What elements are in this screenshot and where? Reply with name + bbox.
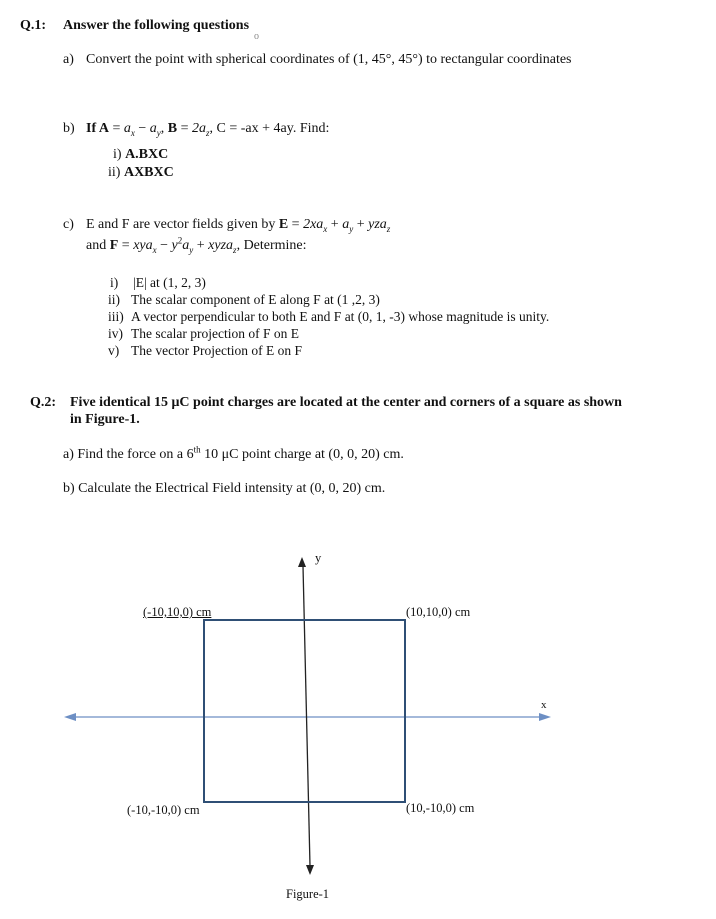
q1c-eq: = xyxy=(291,217,300,232)
x-axis-arrow-left xyxy=(64,713,76,721)
q1b-label: b) xyxy=(63,121,75,136)
q1b-eq-2: = xyxy=(180,121,189,136)
corner-label-top-left: (-10,10,0) cm xyxy=(143,605,212,619)
q2-title-line-2: in Figure-1. xyxy=(70,412,140,427)
q1b-comma-2: , xyxy=(209,121,214,136)
q1b-ii-text: AXBXC xyxy=(123,165,174,180)
q1c-e3: yza xyxy=(368,217,387,232)
figure-caption: Figure-1 xyxy=(286,887,330,901)
q2a-text: a) Find the force on a 6th 10 μC point charge at (0, 0, 20) cm. xyxy=(63,444,404,462)
corner-label-top-right: (10,10,0) cm xyxy=(406,605,471,619)
y-axis-arrow-top xyxy=(298,557,306,567)
q1c-e3-sub: z xyxy=(386,223,391,234)
q1c-e2-sub: y xyxy=(349,223,354,234)
q2-title-line-1: Five identical 15 μC point charges are located at the center and corners of a square as shown xyxy=(70,395,622,410)
q1c-plus-2: + xyxy=(356,217,365,232)
q1b-a1: a xyxy=(123,121,131,136)
q1b-comma-1: , xyxy=(160,121,165,136)
q1c-eq-2: = xyxy=(121,238,130,253)
q1c-and: and xyxy=(86,238,107,253)
q1b-sub-x: x xyxy=(130,127,135,138)
q1c-f1-sub: x xyxy=(152,244,157,255)
q1c-f2b: a xyxy=(182,238,190,253)
q1c-E: E xyxy=(278,217,289,232)
q1c-f3: xyza xyxy=(208,238,234,253)
q1-title: Answer the following questions xyxy=(63,18,250,33)
q1c-e1: 2xa xyxy=(303,217,324,232)
q1b-eq: = xyxy=(112,121,121,136)
q1b-i-text: A.BXC xyxy=(125,147,169,162)
q1c-intro: E and F are vector fields given by xyxy=(86,217,276,232)
decorative-circle-mark: o xyxy=(254,31,259,42)
q1c-plus-3: + xyxy=(196,238,205,253)
q1c-label: c) xyxy=(63,217,74,232)
q1b-i-label: i) xyxy=(113,147,122,162)
q1c-e2: a xyxy=(342,217,350,232)
q1b-minus: − xyxy=(138,121,147,136)
q1b-sub-z: z xyxy=(206,127,210,138)
q1b-if-a: If A xyxy=(86,121,109,136)
q1c-f2-sq: 2 xyxy=(177,235,183,246)
q1-number: Q.1: xyxy=(20,18,47,33)
q1c-f2-sub: y xyxy=(189,244,194,255)
x-axis-arrow-right xyxy=(539,713,551,721)
q1c-item-3: iii) A vector perpendicular to both E and F at (0, 1, -3) whose magnitude is unity. xyxy=(108,309,550,324)
q1b-ii-label: ii) xyxy=(108,165,121,180)
q1c-minus: − xyxy=(160,238,169,253)
x-axis-label: x xyxy=(541,699,547,711)
y-axis-line xyxy=(303,566,310,866)
corner-label-bottom-left: (-10,-10,0) cm xyxy=(127,803,200,817)
q1a-text: Convert the point with spherical coordinates of (1, 45°, 45°) to rectangular coordinates xyxy=(86,52,572,67)
q1b-C-text: C = -ax + 4ay. Find: xyxy=(216,121,330,136)
q1c-f2: y xyxy=(171,238,178,253)
q1c-item-4: iv) The scalar projection of F on E xyxy=(108,326,299,341)
y-axis-label: y xyxy=(315,551,322,565)
q1c-item-5: v) The vector Projection of E on F xyxy=(108,343,302,358)
corner-label-bottom-right: (10,-10,0) cm xyxy=(406,801,475,815)
q1c-item-2: ii) The scalar component of E along F at (1 ,2, 3) xyxy=(108,292,380,307)
q1c-determine: , Determine: xyxy=(236,238,307,253)
q2b-text: b) Calculate the Electrical Field intensity at (0, 0, 20) cm. xyxy=(63,481,386,496)
q1c-plus-1: + xyxy=(330,217,339,232)
q2-number: Q.2: xyxy=(30,395,57,410)
q1b-B: B xyxy=(167,121,178,136)
q1c-e1-sub: x xyxy=(323,223,328,234)
q1c-f1: xya xyxy=(133,238,153,253)
q1b-sub-y: y xyxy=(156,127,161,138)
q1a-label: a) xyxy=(63,52,74,67)
q1b-a2: a xyxy=(149,121,157,136)
q1c-f3-sub: z xyxy=(233,244,237,255)
q1c-F: F xyxy=(109,238,119,253)
q1b-2a: 2a xyxy=(192,121,207,136)
y-axis-arrow-bottom xyxy=(306,865,314,875)
q1c-item-1: i) |E| at (1, 2, 3) xyxy=(110,275,206,290)
q2a-superscript: th xyxy=(193,444,201,455)
